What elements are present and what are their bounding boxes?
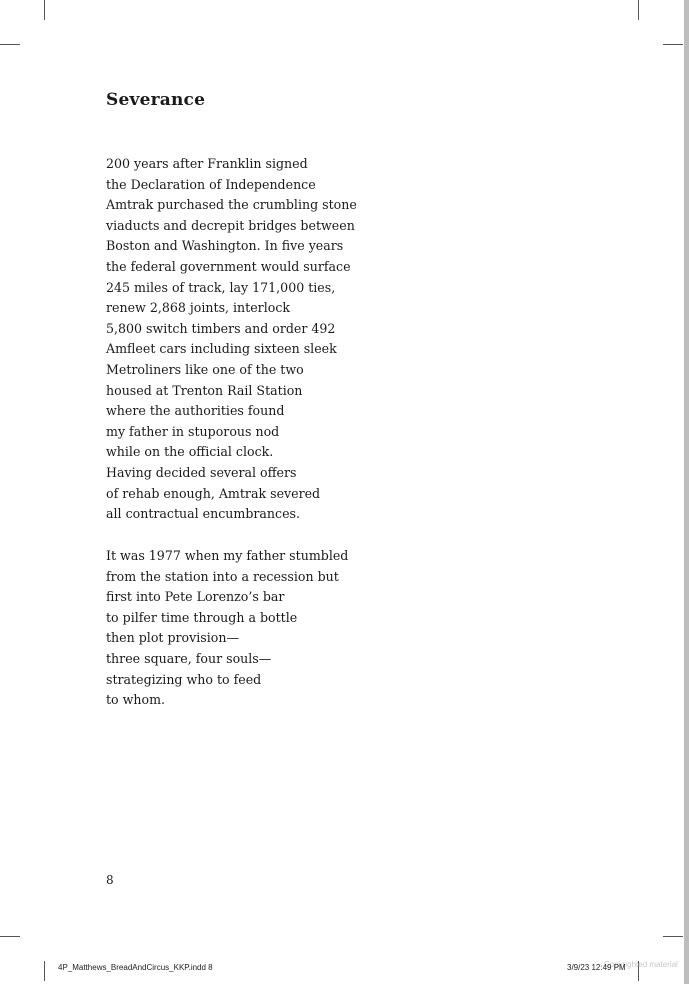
poem-line: all contractual encumbrances. — [106, 506, 301, 522]
crop-mark — [44, 0, 45, 20]
poem-line: the federal government would surface — [106, 258, 351, 274]
poem-line: where the authorities found — [106, 403, 285, 419]
poem-title: Severance — [106, 90, 206, 110]
slug-filename: 4P_Matthews_BreadAndCircus_KKP.indd 8 — [58, 963, 213, 972]
poem-line: my father in stuporous nod — [106, 423, 280, 439]
slug-datetime: 3/9/23 12:49 PM — [567, 963, 626, 972]
poem-line: Having decided several offers — [106, 464, 297, 480]
poem-line: the Declaration of Independence — [106, 176, 316, 192]
stanza-2 — [106, 546, 348, 711]
poem-line: housed at Trenton Rail Station — [106, 382, 303, 398]
poem-line: three square, four souls— — [106, 650, 272, 666]
poem-line: strategizing who to feed — [106, 671, 262, 687]
crop-mark — [638, 0, 639, 20]
poem-line: while on the official clock. — [106, 444, 274, 460]
poem-line: Metroliners like one of the two — [106, 361, 304, 377]
stanza-1 — [106, 154, 357, 525]
crop-mark — [663, 936, 683, 937]
crop-mark — [44, 961, 45, 981]
crop-mark — [0, 44, 20, 45]
poem-line: of rehab enough, Amtrak severed — [106, 485, 321, 501]
poem-line: first into Pete Lorenzo’s bar — [106, 589, 285, 605]
poem-line: 5,800 switch timbers and order 492 — [106, 320, 336, 336]
page-edge — [684, 0, 689, 984]
poem-line: from the station into a recession but — [106, 568, 339, 584]
crop-mark — [663, 44, 683, 45]
poem-line: then plot provision— — [106, 630, 240, 646]
poem-line: 200 years after Franklin signed — [106, 156, 308, 171]
poem-line: to whom. — [106, 692, 166, 708]
poem-line: Boston and Washington. In five years — [106, 238, 344, 254]
page-number: 8 — [106, 873, 114, 887]
poem-line: viaducts and decrepit bridges between — [106, 217, 355, 233]
copyright-watermark: Copyrighted material — [604, 960, 678, 969]
poem-line: It was 1977 when my father stumbled — [106, 548, 349, 563]
poem-line: to pilfer time through a bottle — [106, 609, 298, 625]
poem-line: renew 2,868 joints, interlock — [106, 300, 290, 316]
poem-line: Amfleet cars including sixteen sleek — [106, 341, 337, 357]
crop-mark — [0, 936, 20, 937]
poem-line: 245 miles of track, lay 171,000 ties, — [106, 279, 336, 295]
poem-line: Amtrak purchased the crumbling stone — [106, 197, 357, 213]
